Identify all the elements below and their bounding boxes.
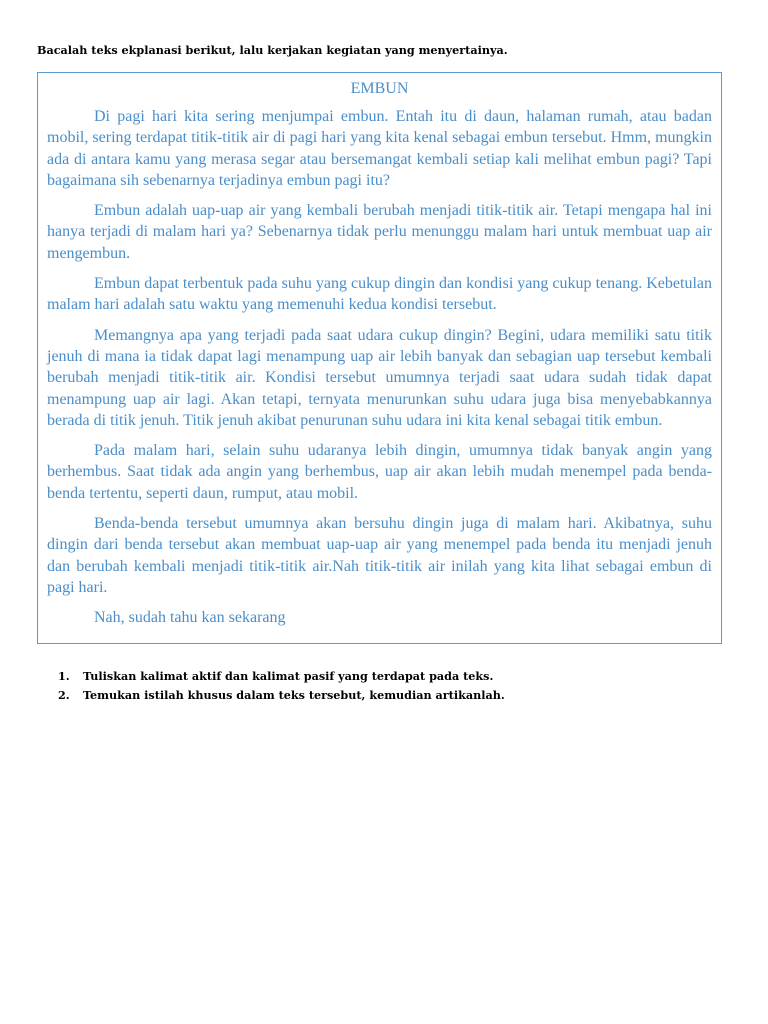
instruction-text: Bacalah teks ekplanasi berikut, lalu kerjakan kegiatan yang menyertainya. [37,43,508,57]
question-item [58,667,505,686]
question-number: 1. [58,669,70,683]
question-list [58,667,505,705]
article-paragraph-6: Benda-benda tersebut umumnya akan bersuhu dingin juga di malam hari. Akibatnya, suhu dingin dari benda tersebut akan membuat uap-uap air yang menempel pada benda itu menjadi jenuh dan berubah kembali menjadi titik-titik air.Nah titik-titik air inilah yang kita lihat sebagai embun di pagi hari. [47,515,712,596]
article-box [37,72,722,644]
article-title: EMBUN [350,80,409,97]
article-paragraph-1: Di pagi hari kita sering menjumpai embun. Entah itu di daun, halaman rumah, atau badan mobil, sering terdapat titik-titik air di pagi hari yang kita kenal sebagai embun tersebut. Hmm, mungkin ada di antara kamu yang merasa segar atau bersemangat kembali setiap kali melihat embun pagi? Tapi bagaimana sih sebenarnya terjadinya embun pagi itu? [47,108,712,189]
question-number: 2. [58,688,70,702]
question-text: Tuliskan kalimat aktif dan kalimat pasif yang terdapat pada teks. [83,669,494,683]
article-paragraph-4: Memangnya apa yang terjadi pada saat udara cukup dingin? Begini, udara memiliki satu titik jenuh di mana ia tidak dapat lagi menampung uap air lebih banyak dan sebagian uap tersebut kembali berubah menjadi titik-titik air. Kondisi tersebut umumnya terjadi saat udara sudah tidak dapat menampung uap air lagi. Akan tetapi, ternyata menurunkan suhu udara juga bisa menyebabkannya berada di titik jenuh. Titik jenuh akibat penurunan suhu udara ini kita kenal sebagai titik embun. [47,326,712,429]
article-paragraph-3: Embun dapat terbentuk pada suhu yang cukup dingin dan kondisi yang cukup tenang. Kebetulan malam hari adalah satu waktu yang memenuhi kedua kondisi tersebut. [47,275,712,314]
question-text: Temukan istilah khusus dalam teks tersebut, kemudian artikanlah. [83,688,505,702]
article-paragraph-7-clipped: Nah, sudah tahu kan sekarang [94,609,286,627]
article-paragraph-2: Embun adalah uap-uap air yang kembali berubah menjadi titik-titik air. Tetapi mengapa hal ini hanya terjadi di malam hari ya? Sebenarnya tidak perlu menunggu malam hari untuk membuat uap air mengembun. [47,202,712,262]
question-item [58,686,505,705]
article-paragraph-5: Pada malam hari, selain suhu udaranya lebih dingin, umumnya tidak banyak angin yang berhembus. Saat tidak ada angin yang berhembus, uap air akan lebih mudah menempel pada benda-benda tertentu, seperti daun, rumput, atau mobil. [47,442,712,502]
